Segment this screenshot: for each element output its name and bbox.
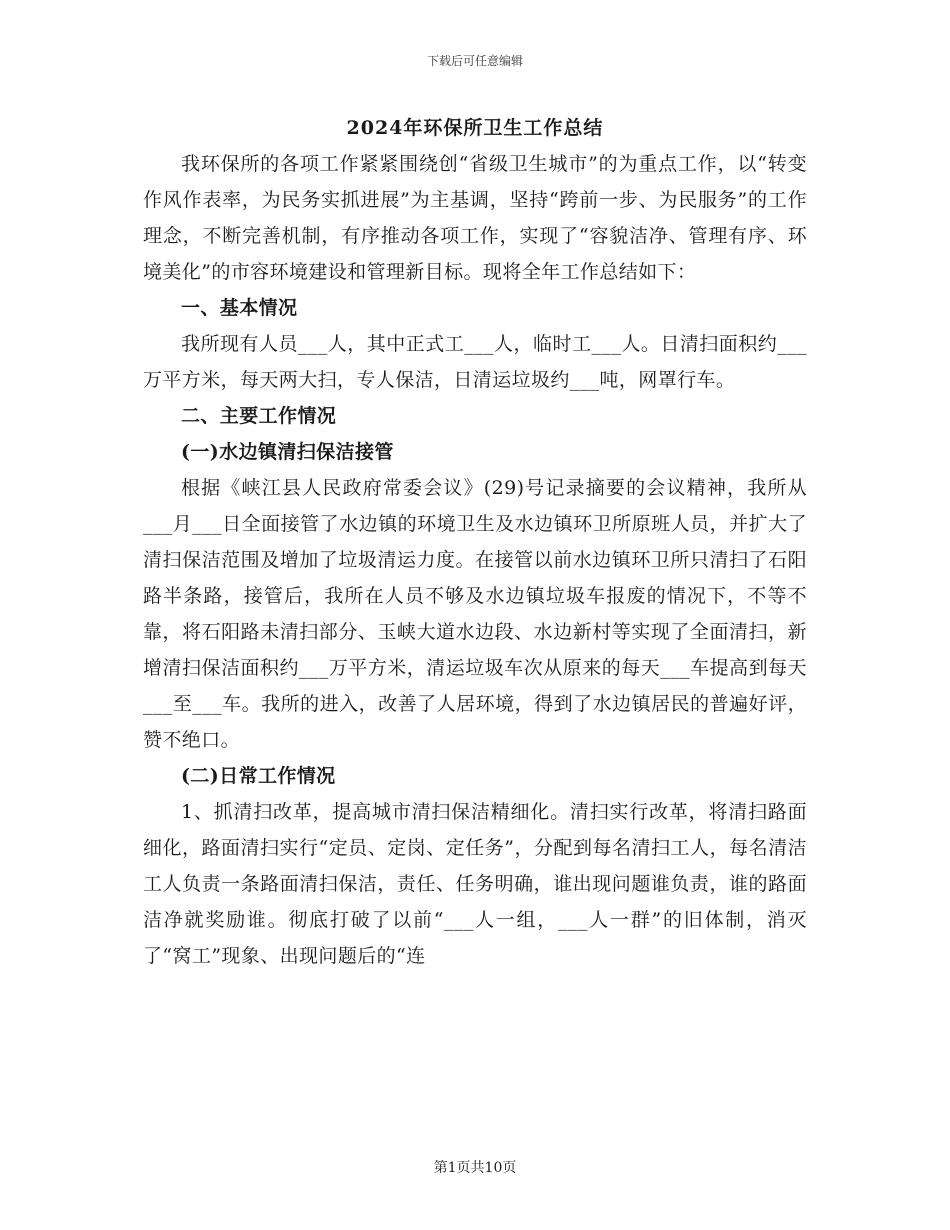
intro-paragraph: 我环保所的各项工作紧紧围绕创“省级卫生城市”的为重点工作，以“转变作风作表率，为民务实抓进展”为主基调，坚持“跨前一步、为民服务”的工作理念，不断完善机制，有序推动各项工作，实现了“容貌洁净、管理有序、环境美化”的市容环境建设和管理新目标。现将全年工作总结如下：	[143, 153, 807, 283]
document-title: 2024年环保所卫生工作总结	[346, 117, 604, 139]
subsection-takeover-paragraph: 根据《峡江县人民政府常委会议》(29)号记录摘要的会议精神，我所从___月___日全面接管了水边镇的环境卫生及水边镇环卫所原班人员，并扩大了清扫保洁范围及增加了垃圾清运力度。在接管以前水边镇环卫所只清扫了石阳路半条路，接管后，我所在人员不够及水边镇垃圾车报废的情况下，不等不靠，将石阳路未清扫部分、玉峡大道水边段、水边新村等实现了全面清扫，新增清扫保洁面积约___万平方米，清运垃圾车次从原来的每天___车提高到每天___至___车。我所的进入，改善了人居环境，得到了水边镇居民的普遍好评，赞不绝口。	[143, 477, 807, 751]
document-body	[143, 112, 807, 974]
subsection-heading-takeover: (一)水边镇清扫保洁接管	[181, 441, 394, 463]
section-basic-paragraph: 我所现有人员___人，其中正式工___人，临时工___人。日清扫面积约___万平方米，每天两大扫，专人保洁，日清运垃圾约___吨，网罩行车。	[143, 333, 807, 391]
subsection-daily-work-paragraph: 1、抓清扫改革，提高城市清扫保洁精细化。清扫实行改革，将清扫路面细化，路面清扫实行“定员、定岗、定任务”，分配到每名清扫工人，每名清洁工人负责一条路面清扫保洁，责任、任务明确，谁出现问题谁负责，谁的路面洁净就奖励谁。彻底打破了以前“___人一组，___人一群”的旧体制，消灭了“窝工”现象、出现问题后的“连	[143, 801, 807, 967]
section-heading-main-work: 二、主要工作情况	[181, 405, 337, 427]
page-number: 第1页共10页	[433, 1160, 517, 1176]
section-heading-basic: 一、基本情况	[181, 297, 298, 319]
page-header-note: 下载后可任意编辑	[426, 54, 523, 68]
subsection-heading-daily-work: (二)日常工作情况	[181, 765, 336, 787]
